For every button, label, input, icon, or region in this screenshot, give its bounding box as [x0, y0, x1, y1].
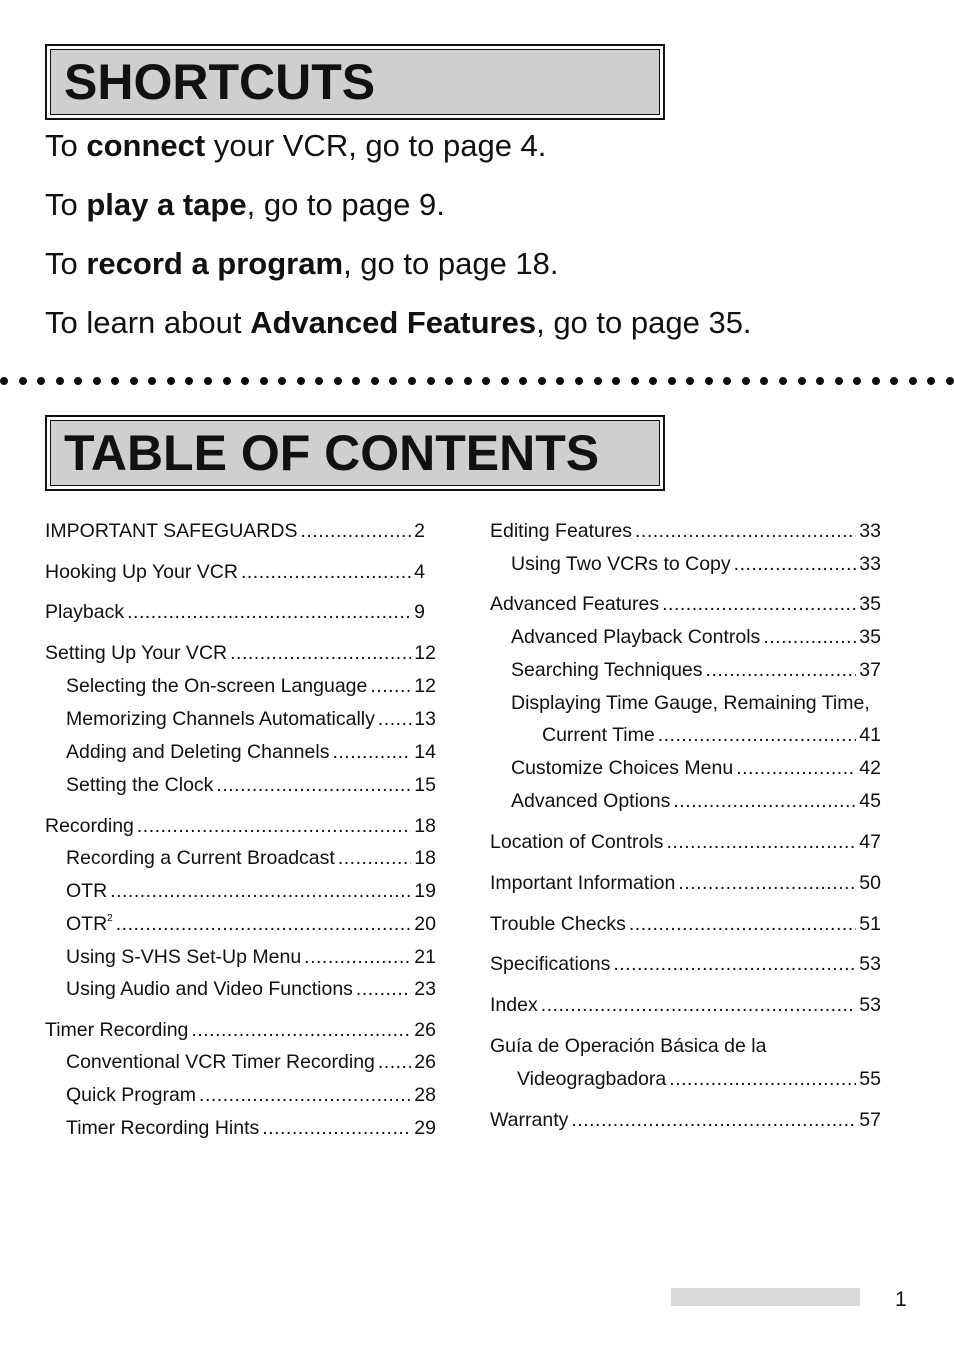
toc-entry[interactable]: Index ..... 53	[490, 996, 881, 1016]
toc-subentry[interactable]: Searching Techniques ..... 37	[511, 661, 881, 681]
toc-subentry[interactable]: Conventional VCR Timer Recording ..... 26	[66, 1053, 436, 1073]
divider-dot	[760, 377, 768, 385]
toc-subentry[interactable]: Using Two VCRs to Copy ..... 33	[511, 555, 881, 575]
toc-subentry[interactable]: Using Audio and Video Functions ..... 23	[66, 980, 436, 1000]
divider-dot	[204, 377, 212, 385]
divider-dot	[705, 377, 713, 385]
divider-dot	[37, 377, 45, 385]
toc-subentry[interactable]: Customize Choices Menu ..... 42	[511, 759, 881, 779]
toc-entry-continuation[interactable]: Videogragbadora ..... 55	[517, 1070, 881, 1090]
divider-dot	[408, 377, 416, 385]
divider-dot	[612, 377, 620, 385]
dotted-divider	[0, 375, 954, 387]
toc-subentry[interactable]: Selecting the On-screen Language ..... 12	[66, 677, 436, 697]
divider-dot	[223, 377, 231, 385]
toc-subentry[interactable]: Memorizing Channels Automatically ..... 13	[66, 710, 436, 730]
divider-dot	[890, 377, 898, 385]
divider-dot	[111, 377, 119, 385]
toc-title: TABLE OF CONTENTS	[64, 425, 600, 481]
toc-entry[interactable]: Setting Up Your VCR ..... 12	[45, 644, 436, 664]
divider-dot	[148, 377, 156, 385]
toc-subentry[interactable]: Advanced Options ..... 45	[511, 792, 881, 812]
shortcut-play-tape: To play a tape, go to page 9.	[45, 187, 445, 222]
divider-dot	[853, 377, 861, 385]
divider-dot	[278, 377, 286, 385]
divider-dot	[0, 377, 8, 385]
toc-subentry-line[interactable]: Displaying Time Gauge, Remaining Time,	[511, 692, 870, 714]
divider-dot	[464, 377, 472, 385]
divider-dot	[334, 377, 342, 385]
divider-dot	[649, 377, 657, 385]
divider-dot	[631, 377, 639, 385]
divider-dot	[389, 377, 397, 385]
toc-subentry[interactable]: Adding and Deleting Channels ..... 14	[66, 743, 436, 763]
divider-dot	[816, 377, 824, 385]
toc-entry-line[interactable]: Guía de Operación Básica de la	[490, 1035, 767, 1057]
divider-dot	[742, 377, 750, 385]
divider-dot	[56, 377, 64, 385]
toc-entry[interactable]: Timer Recording ..... 26	[45, 1021, 436, 1041]
divider-dot	[723, 377, 731, 385]
divider-dot	[668, 377, 676, 385]
toc-subentry[interactable]: OTR$^2$ ..... 20	[66, 915, 436, 935]
toc-subentry[interactable]: Recording a Current Broadcast ..... 18	[66, 849, 436, 869]
toc-entry[interactable]: Advanced Features ..... 35	[490, 595, 881, 615]
shortcut-advanced-features: To learn about Advanced Features, go to page 35.	[45, 305, 752, 340]
toc-entry[interactable]: Recording ..... 18	[45, 817, 436, 837]
page-number: 1	[895, 1288, 907, 1311]
toc-entry[interactable]: Specifications ..... 53	[490, 955, 881, 975]
divider-dot	[594, 377, 602, 385]
divider-dot	[427, 377, 435, 385]
divider-dot	[798, 377, 806, 385]
toc-entry[interactable]: Trouble Checks ..... 51	[490, 915, 881, 935]
divider-dot	[297, 377, 305, 385]
toc-entry[interactable]: Editing Features ..... 33	[490, 522, 881, 542]
toc-entry[interactable]: Playback ..... 9	[45, 603, 425, 623]
divider-dot	[260, 377, 268, 385]
toc-subentry-continuation[interactable]: Current Time ..... 41	[542, 726, 881, 746]
toc-subentry[interactable]: Quick Program ..... 28	[66, 1086, 436, 1106]
divider-dot	[927, 377, 935, 385]
toc-entry[interactable]: Hooking Up Your VCR ..... 4	[45, 563, 425, 583]
divider-dot	[909, 377, 917, 385]
toc-entry[interactable]: Important Information ..... 50	[490, 874, 881, 894]
toc-entry[interactable]: Location of Controls ..... 47	[490, 833, 881, 853]
toc-subentry[interactable]: Setting the Clock ..... 15	[66, 776, 436, 796]
divider-dot	[167, 377, 175, 385]
divider-dot	[556, 377, 564, 385]
divider-dot	[946, 377, 954, 385]
divider-dot	[130, 377, 138, 385]
divider-dot	[779, 377, 787, 385]
divider-dot	[315, 377, 323, 385]
footer-bar	[671, 1288, 860, 1306]
shortcut-connect: To connect your VCR, go to page 4.	[45, 128, 547, 163]
divider-dot	[482, 377, 490, 385]
divider-dot	[93, 377, 101, 385]
divider-dot	[241, 377, 249, 385]
toc-header	[45, 415, 665, 491]
divider-dot	[445, 377, 453, 385]
divider-dot	[352, 377, 360, 385]
divider-dot	[538, 377, 546, 385]
divider-dot	[686, 377, 694, 385]
divider-dot	[501, 377, 509, 385]
shortcuts-title: SHORTCUTS	[64, 54, 376, 110]
divider-dot	[575, 377, 583, 385]
shortcuts-header	[45, 44, 665, 120]
shortcut-record-program: To record a program, go to page 18.	[45, 246, 559, 281]
toc-subentry[interactable]: OTR ..... 19	[66, 882, 436, 902]
divider-dot	[519, 377, 527, 385]
toc-subentry[interactable]: Using S-VHS Set-Up Menu ..... 21	[66, 948, 436, 968]
divider-dot	[371, 377, 379, 385]
toc-subentry[interactable]: Advanced Playback Controls ..... 35	[511, 628, 881, 648]
toc-entry[interactable]: IMPORTANT SAFEGUARDS ..... 2	[45, 522, 425, 542]
toc-entry[interactable]: Warranty ..... 57	[490, 1111, 881, 1131]
divider-dot	[835, 377, 843, 385]
toc-subentry[interactable]: Timer Recording Hints ..... 29	[66, 1119, 436, 1139]
divider-dot	[19, 377, 27, 385]
divider-dot	[872, 377, 880, 385]
divider-dot	[74, 377, 82, 385]
divider-dot	[185, 377, 193, 385]
